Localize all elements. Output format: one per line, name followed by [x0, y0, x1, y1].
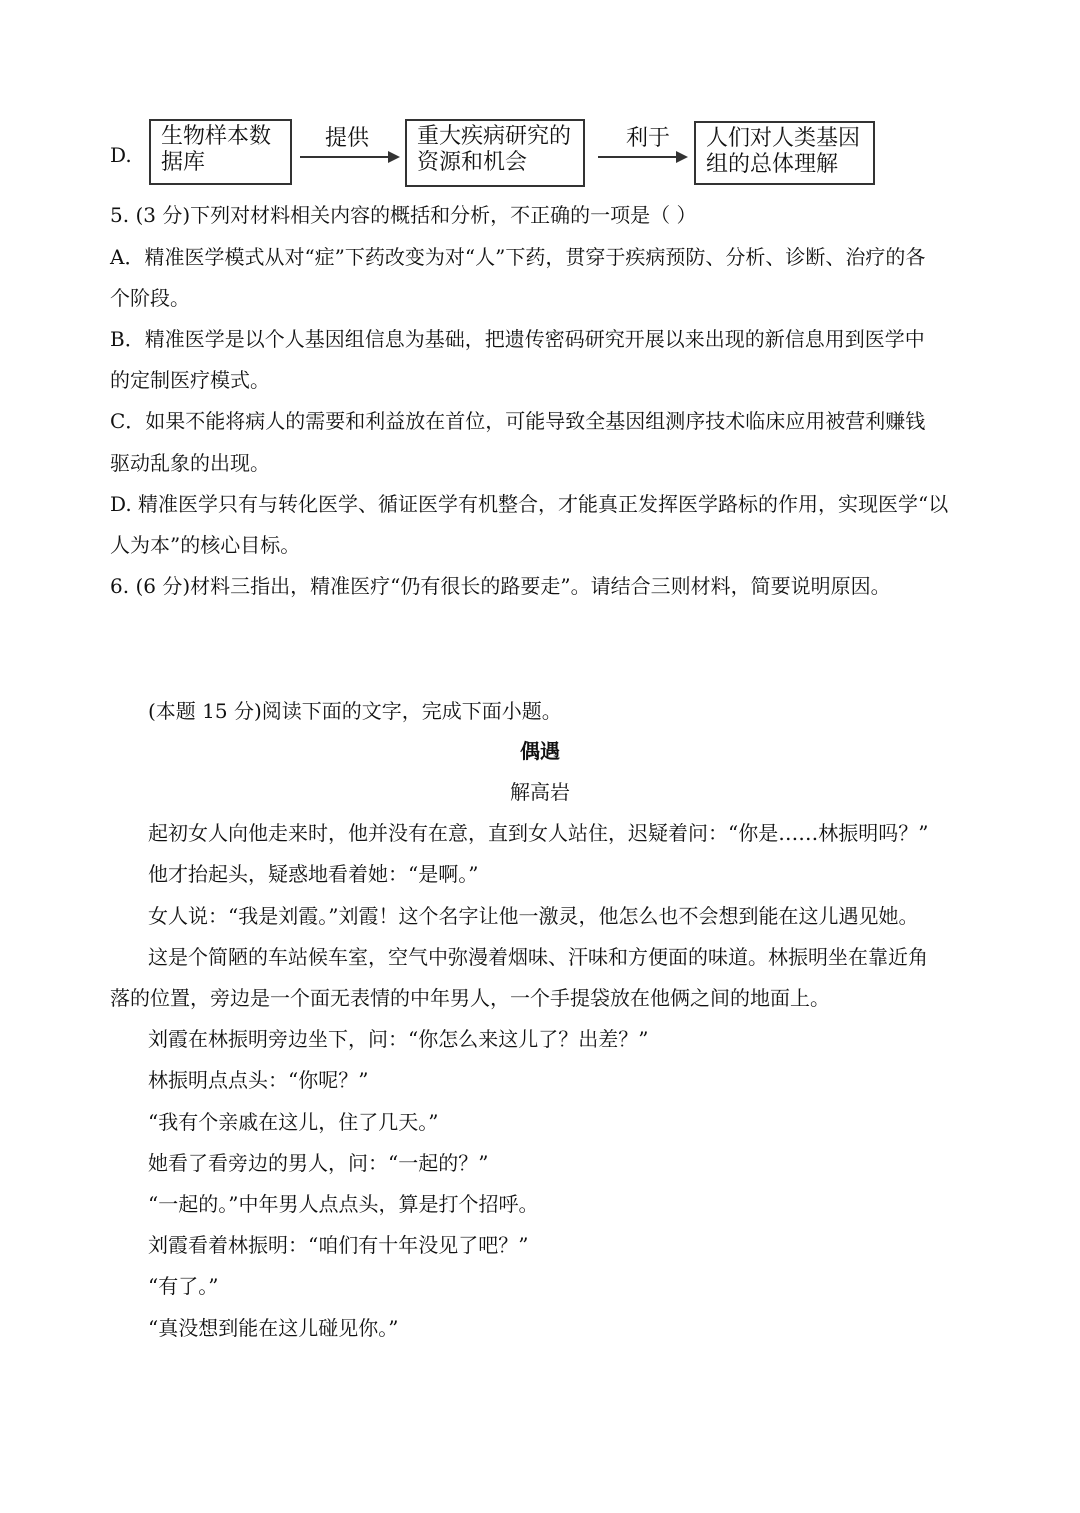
- passage-paragraph: “有了。”: [148, 1274, 219, 1298]
- arrow-label-provide: 提供: [325, 126, 370, 151]
- passage-paragraph: 她看了看旁边的男人，问：“一起的？”: [148, 1151, 489, 1175]
- passage-paragraph: 这是个简陋的车站候车室，空气中弥漫着烟味、汗味和方便面的味道。林振明坐在靠近角: [148, 945, 928, 969]
- box-biobank: [149, 119, 292, 185]
- q6-stem: 6. (6 分)材料三指出，精准医疗“仍有很长的路要走”。请结合三则材料，简要说明原因。: [110, 574, 891, 598]
- passage-intro: (本题 15 分)阅读下面的文字，完成下面小题。: [148, 699, 562, 723]
- q5-option-d-line2: 人为本”的核心目标。: [110, 533, 301, 557]
- passage-title: 偶遇: [520, 739, 560, 763]
- passage-paragraph: “真没想到能在这儿碰见你。”: [148, 1316, 399, 1340]
- passage-paragraph: 他才抬起头，疑惑地看着她：“是啊。”: [148, 862, 479, 886]
- q5-option-c-line1: C．如果不能将病人的需要和利益放在首位，可能导致全基因组测序技术临床应用被营利赚钱: [110, 409, 926, 433]
- passage-paragraph: 林振明点点头：“你呢？”: [148, 1068, 369, 1092]
- q5-option-d-line1: D. 精准医学只有与转化医学、循证医学有机整合，才能真正发挥医学路标的作用，实现医学“以: [110, 492, 949, 516]
- q5-option-b-line1: B．精准医学是以个人基因组信息为基础，把遗传密码研究开展以来出现的新信息用到医学中: [110, 327, 925, 351]
- option-d-label: D.: [110, 143, 132, 167]
- passage-paragraph: “一起的。”中年男人点点头，算是打个招呼。: [148, 1192, 539, 1216]
- box-research-line1: 重大疾病研究的: [417, 124, 572, 149]
- q5-option-a-line2: 个阶段。: [110, 286, 190, 310]
- box-research-resources: [405, 119, 585, 187]
- q5-option-b-line2: 的定制医疗模式。: [110, 368, 270, 392]
- q5-option-c-line2: 驱动乱象的出现。: [110, 451, 270, 475]
- arrow-right-icon: [598, 150, 688, 164]
- box-biobank-line2: 据库: [161, 150, 206, 175]
- arrow-label-benefit: 利于: [626, 126, 671, 151]
- box-research-line2: 资源和机会: [417, 150, 528, 175]
- arrow-right-icon: [300, 150, 400, 164]
- q5-stem: 5. (3 分)下列对材料相关内容的概括和分析，不正确的一项是（ ）: [110, 203, 697, 227]
- passage-paragraph: 刘霞在林振明旁边坐下，问：“你怎么来这儿了？出差？”: [148, 1027, 649, 1051]
- q5-option-a-line1: A．精准医学模式从对“症”下药改变为对“人”下药，贯穿于疾病预防、分析、诊断、治疗的各: [110, 245, 926, 269]
- passage-paragraph: 起初女人向他走来时，他并没有在意，直到女人站住，迟疑着问：“你是……林振明吗？”: [148, 821, 929, 845]
- passage-paragraph: “我有个亲戚在这儿，住了几天。”: [148, 1110, 439, 1134]
- passage-author: 解高岩: [510, 780, 570, 804]
- passage-paragraph: 刘霞看着林振明：“咱们有十年没见了吧？”: [148, 1233, 529, 1257]
- passage-paragraph: 落的位置，旁边是一个面无表情的中年男人，一个手提袋放在他俩之间的地面上。: [110, 986, 830, 1010]
- box-genome-understanding: [694, 121, 875, 185]
- box-biobank-line1: 生物样本数: [161, 124, 272, 149]
- box-genome-line2: 组的总体理解: [706, 152, 839, 177]
- box-genome-line1: 人们对人类基因: [706, 126, 861, 151]
- passage-paragraph: 女人说：“我是刘霞。”刘霞！这个名字让他一激灵，他怎么也不会想到能在这儿遇见她。: [148, 904, 919, 928]
